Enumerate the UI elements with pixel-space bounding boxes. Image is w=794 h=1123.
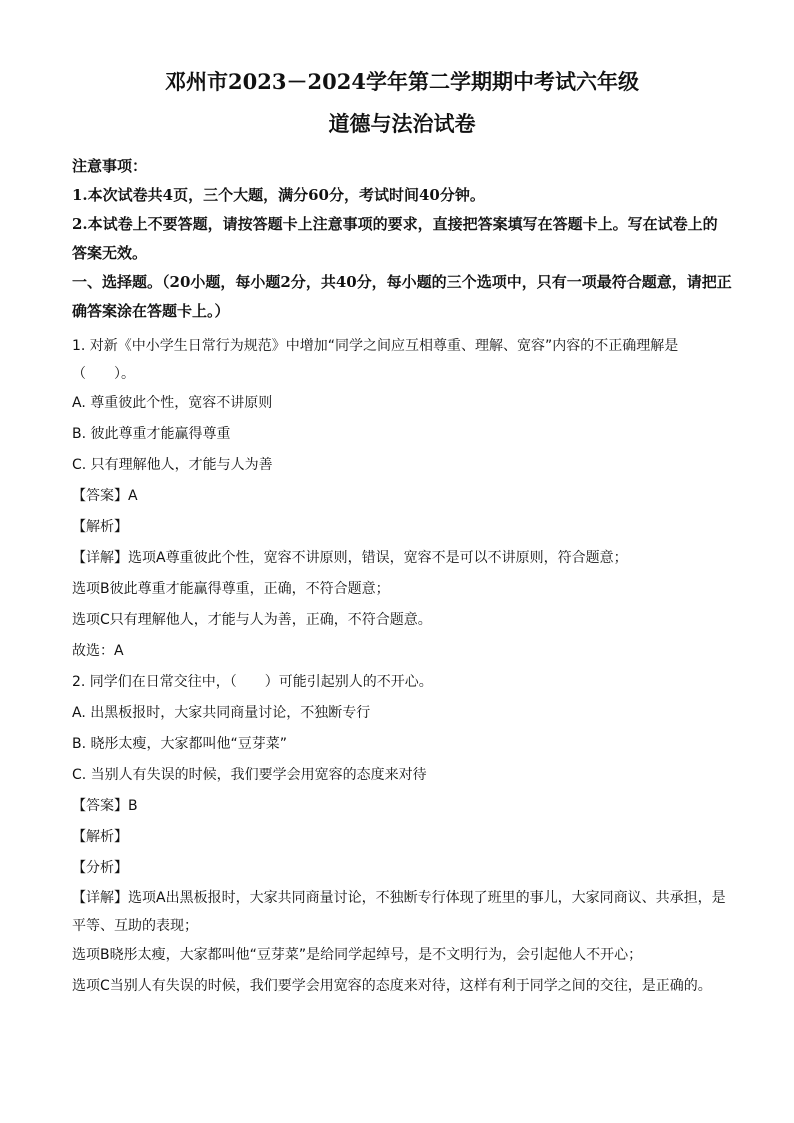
question-1-option-b: B. 彼此尊重才能赢得尊重 <box>72 426 231 442</box>
question-1-detail-3: 选项C只有理解他人，才能与人为善，正确，不符合题意。 <box>72 612 432 628</box>
section-1-heading: 一、选择题。（20小题，每小题2分，共40分，每小题的三个选项中，只有一项最符合题意，请把正确答案涂在答题卡上。） <box>72 273 732 320</box>
question-2 <box>72 667 732 1002</box>
question-1-analysis: 【解析】 <box>72 519 128 535</box>
question-2-stem: 2. 同学们在日常交往中，（ ）可能引起别人的不开心。 <box>72 674 433 690</box>
exam-subtitle: 道德与法治试卷 <box>328 111 476 136</box>
question-2-detail-2: 选项B晓彤太瘦，大家都叫他“豆芽菜”是给同学起绰号，是不文明行为，会引起他人不开心； <box>72 947 643 963</box>
question-2-analysis: 【解析】 <box>72 829 128 845</box>
question-2-option-a: A. 出黑板报时，大家共同商量讨论，不独断专行 <box>72 705 371 721</box>
question-1-stem: 1. 对新《中小学生日常行为规范》中增加“同学之间应互相尊重、理解、宽容”内容的不正确理解是（ ）。 <box>72 338 679 382</box>
question-2-option-c: C. 当别人有失误的时候，我们要学会用宽容的态度来对待 <box>72 767 427 783</box>
question-2-answer: 【答案】B <box>72 798 138 814</box>
question-2-detail-1: 【详解】选项A出黑板报时，大家共同商量讨论，不独断专行体现了班里的事儿，大家同商议、共承担，是平等、互助的表现； <box>72 890 726 934</box>
exam-title: 邓州市2023－2024学年第二学期期中考试六年级 <box>165 69 639 94</box>
question-1-option-c: C. 只有理解他人，才能与人为善 <box>72 457 273 473</box>
question-1-detail-1: 【详解】选项A尊重彼此个性，宽容不讲原则，错误，宽容不是可以不讲原则，符合题意； <box>72 550 628 566</box>
question-1-option-a: A. 尊重彼此个性，宽容不讲原则 <box>72 395 273 411</box>
notice-item-1: 1.本次试卷共4页，三个大题，满分60分，考试时间40分钟。 <box>72 186 485 204</box>
question-1-answer: 【答案】A <box>72 488 138 504</box>
question-2-detail-3: 选项C当别人有失误的时候，我们要学会用宽容的态度来对待，这样有利于同学之间的交往，是正确的。 <box>72 978 712 994</box>
question-1-result: 故选：A <box>72 643 124 659</box>
notice-item-2: 2.本试卷上不要答题，请按答题卡上注意事项的要求，直接把答案填写在答题卡上。写在试卷上的答案无效。 <box>72 215 718 262</box>
notice-heading: 注意事项： <box>72 157 148 175</box>
question-2-option-b: B. 晓彤太瘦，大家都叫他“豆芽菜” <box>72 736 288 752</box>
question-1-detail-2: 选项B彼此尊重才能赢得尊重，正确，不符合题意； <box>72 581 390 597</box>
question-1 <box>72 332 732 667</box>
question-2-fenxi: 【分析】 <box>72 860 128 876</box>
